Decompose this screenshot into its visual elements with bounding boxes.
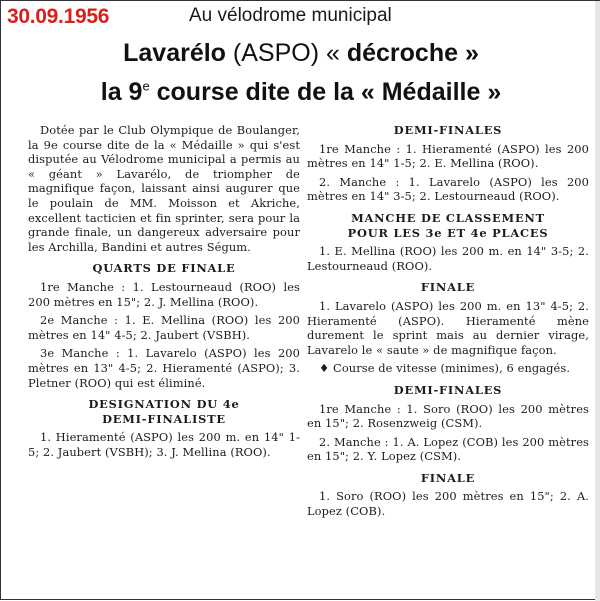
headline-race-number: la 9	[100, 78, 143, 106]
finale-minimes-result: 1. Soro (ROO) les 200 mètres en 15"; 2. A. Lopez (COB).	[307, 489, 589, 519]
heat-ordinal: 2e	[40, 313, 55, 328]
designation-heading-1: DESIGNATION DU 4e	[88, 397, 240, 412]
designation-heading-2: DEMI-FINALISTE	[102, 411, 226, 426]
heat-result: Manche : 1. Hieramenté (ASPO) les 200 mètres en 14" 1-5; 2. E. Mellina (ROO).	[307, 141, 589, 171]
quarts-heading: QUARTS DE FINALE	[92, 261, 236, 276]
finale-minimes-heading: FINALE	[420, 470, 476, 485]
vitesse-note: ♦ Course de vitesse (minimes), 6 engagés.	[319, 361, 571, 376]
headline-ordinal: e	[142, 78, 150, 94]
headline-club: (ASPO) «	[225, 39, 347, 67]
headline-close-quote: »	[480, 78, 502, 106]
headline-line-2	[1, 78, 600, 107]
designation-result: 1. Hieramenté (ASPO) les 200 m. en 14" 1-5; 2. Jaubert (VSBH); 3. J. Mellina (ROO).	[28, 430, 300, 459]
heat-result: Manche : 1. Lavarelo (ASPO) les 200 mètres en 13" 4-5; 2. Hieramenté (ASPO); 3. Pletner (ROO) qui est éliminé.	[28, 346, 300, 390]
quarter-heat-1	[28, 280, 300, 309]
headline-name: Lavarélo	[123, 39, 226, 67]
heat-result: Manche : 1. Lestourneaud (ROO) les 200 mètres en 15"; 2. J. Mellina (ROO).	[28, 279, 300, 309]
headline-verb: décroche »	[346, 39, 479, 67]
classement-result: 1. E. Mellina (ROO) les 200 m. en 14" 3-5; 2. Lestourneaud (ROO).	[307, 244, 589, 273]
quarter-heat-2	[28, 313, 300, 342]
heat-ordinal: 1re	[319, 141, 339, 156]
heat-ordinal: 1re	[40, 279, 60, 294]
finale-heading: FINALE	[420, 280, 476, 295]
minimes-heat-2: 2. Manche : 1. A. Lopez (COB) les 200 mètres en 15"; 2. Y. Lopez (CSM).	[307, 434, 589, 464]
quarter-heat-3	[28, 346, 300, 390]
classement-heading-2: POUR LES 3e ET 4e PLACES	[347, 225, 549, 240]
finale-result: 1. Lavarelo (ASPO) les 200 m. en 13" 4-5; 2. Hieramenté (ASPO). Hieramenté mène durement le sprint mais au dernier virage, Lavarelo le « saute » de magnifique façon.	[307, 298, 589, 357]
heat-ordinal: 1re	[319, 401, 339, 416]
right-column	[307, 123, 589, 519]
article-date: 30.09.1956	[7, 5, 110, 28]
classement-heading-1: MANCHE DE CLASSEMENT	[351, 210, 545, 225]
heat-ordinal: 3e	[40, 346, 55, 361]
article-venue: Au vélodrome municipal	[189, 5, 392, 26]
demi-finales-minimes-heading: DEMI-FINALES	[393, 382, 503, 397]
left-column	[28, 123, 300, 459]
vertical-scrollbar[interactable]	[595, 1, 600, 601]
headline-race-desc: course dite de la «	[149, 78, 382, 106]
demi-finales-heading: DEMI-FINALES	[393, 123, 503, 137]
headline-line-1	[1, 39, 600, 68]
headline-medal: Médaille	[381, 78, 481, 106]
semi-heat-1	[307, 142, 589, 171]
heat-result: Manche : 1. E. Mellina (ROO) les 200 mètres en 14" 4-5; 2. Jaubert (VSBH).	[28, 313, 300, 342]
heat-result: Manche : 1. Soro (ROO) les 200 mètres en 15"; 2. Rosenzweig (CSM).	[307, 401, 589, 431]
semi-heat-2: 2. Manche : 1. Lavarelo (ASPO) les 200 mètres en 14" 3-5; 2. Lestourneaud (ROO).	[307, 174, 589, 204]
intro-paragraph: Dotée par le Club Olympique de Boulanger, la 9e course dite de la « Médaille » qui s'est disputée au Vélodrome municipal a permis au « géant » Lavarélo, de triompher de magnifique façon, laissant ainsi augurer que le poulain de MM. Moisson et Akriche, excellent tacticien et fin sprinter, sera pour la grande finale, un dangereux adversaire pour les Archilla, Bandini et autres Ségum.	[28, 123, 300, 254]
minimes-heat-1	[307, 402, 589, 431]
